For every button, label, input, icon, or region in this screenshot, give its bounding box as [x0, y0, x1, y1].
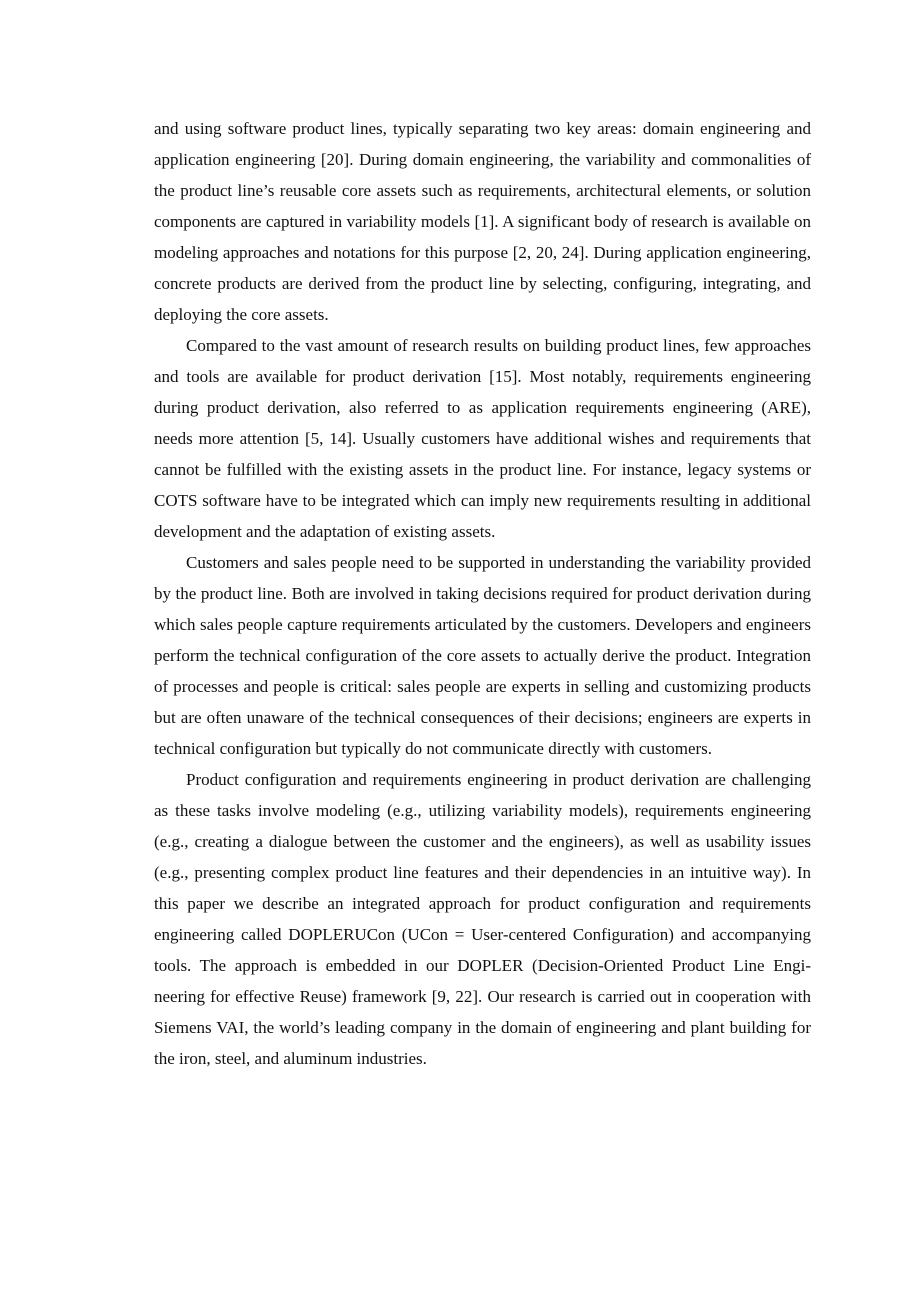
paragraph-product-derivation: Compared to the vast amount of research results on building product lines, few approaches and tools are available for product derivation [15]. Most notably, requirements engineering during product derivation, also referred to as application requirements engineering (ARE), needs more attention [5, 14]. Usually customers have additional wishes and requirements that cannot be fulfilled with the existing assets in the product line. For instance, legacy systems or COTS software have to be integrated which can imply new requirements resulting in additional development and the adaptation of existing assets. — [154, 336, 811, 541]
paragraph-continuation: and using software product lines, typically separating two key areas: domain engineering and application engineering [20]. During domain engineering, the variability and commonalities of the product line’s reusable core assets such as requirements, architectural elements, or solution components are captured in variability models [1]. A significant body of research is available on modeling approaches and notations for this purpose [2, 20, 24]. During application engineering, concrete products are derived from the product line by selecting, configuring, integrating, and deploying the core assets. — [154, 119, 811, 324]
paragraph-approach: Product configuration and requirements engineering in product derivation are challenging as these tasks involve modeling (e.g., utilizing variability models), requirements engineering (e.g., creating a dialogue between the customer and the engineers), as well as usability issues (e.g., presenting complex product line features and their dependencies in an intuitive way). In this paper we describe an integrated approach for product configuration and requirements engineering called DOPLERUCon (UCon = User-centered Configuration) and accompanying tools. The approach is embedded in our DOPLER (Decision-Oriented Product Line Engi-neering for effective Reuse) framework [9, 22]. Our research is carried out in cooperation with Siemens VAI, the world’s leading company in the domain of engineering and plant building for the iron, steel, and aluminum industries. — [154, 770, 811, 1068]
paragraph-stakeholders: Customers and sales people need to be supported in understanding the variability provided by the product line. Both are involved in taking decisions required for product derivation during which sales people capture requirements articulated by the customers. Developers and engineers perform the technical configuration of the core assets to actually derive the product. Integration of processes and people is critical: sales people are experts in selling and customizing products but are often unaware of the technical consequences of their decisions; engineers are experts in technical configuration but typically do not communicate directly with customers. — [154, 553, 811, 758]
document-page — [154, 113, 811, 1074]
